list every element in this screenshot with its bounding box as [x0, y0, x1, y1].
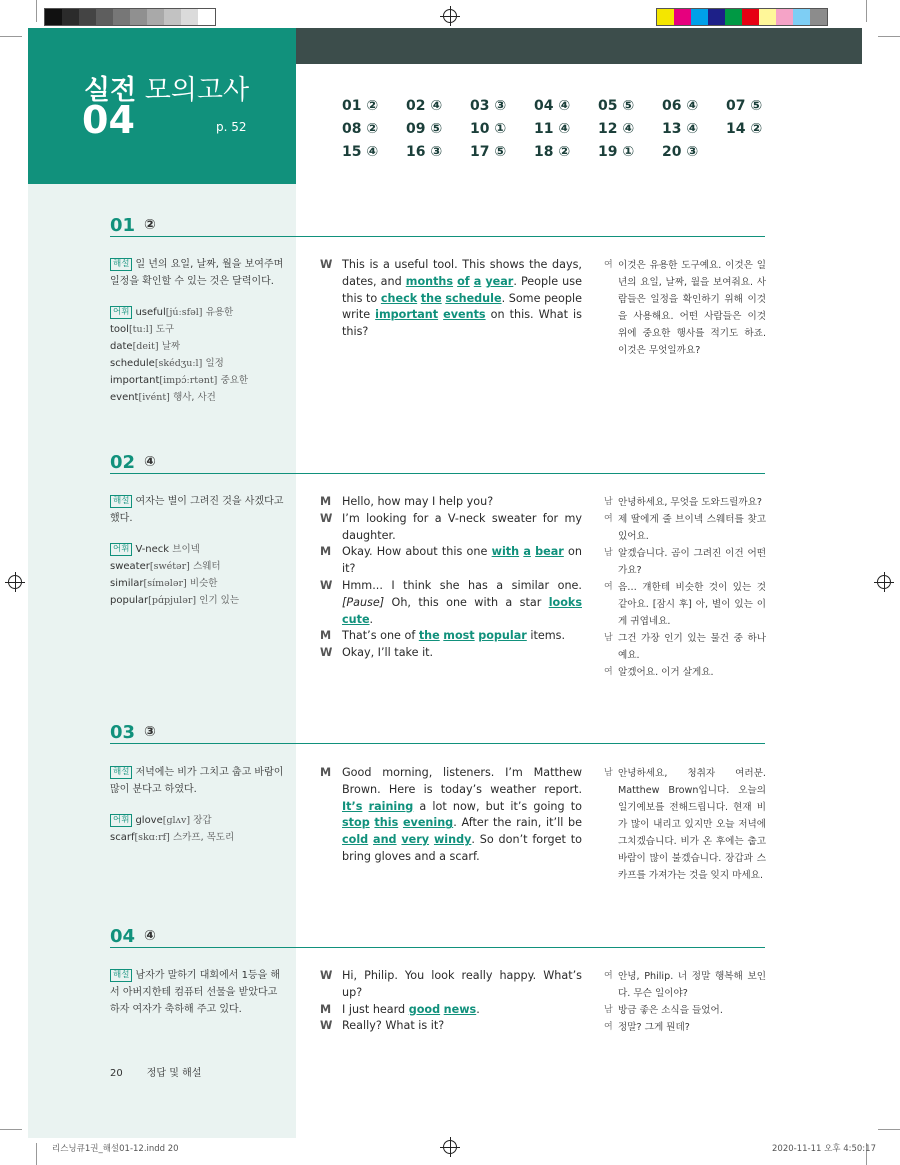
keyword: news [443, 1002, 477, 1016]
vocab-word: useful [135, 307, 166, 318]
vocab-pronunciation: [júːsfəl] [165, 307, 203, 318]
answer-item: 18 ② [534, 144, 571, 160]
answer-item: 02 ④ [406, 98, 443, 114]
color-swatch [793, 9, 810, 25]
translation-text: 알겠어요. 이거 살게요. [618, 667, 714, 678]
text-run: This is a useful tool. This shows the days, dates, and [342, 258, 582, 288]
file-slug: 리스닝큐1권_해설01-12.indd 20 [52, 1144, 179, 1154]
script-block [320, 765, 582, 866]
question-answer: ③ [144, 724, 156, 740]
answer-item: 04 ④ [534, 98, 571, 114]
print-date: 2020-11-11 오후 4:50:17 [772, 1144, 876, 1154]
script-block [320, 257, 582, 341]
speaker-label: W [320, 258, 333, 271]
keyword: with [491, 545, 520, 559]
script-text [342, 1018, 582, 1035]
script-text [342, 578, 582, 628]
vocab-pronunciation: [pɑ́pjulər] [148, 595, 197, 606]
color-swatch [164, 9, 181, 25]
answer-item: 15 ④ [342, 144, 379, 160]
vocab-item [110, 812, 286, 829]
registration-mark-icon [8, 575, 22, 589]
registration-mark-icon [877, 575, 891, 589]
speaker-label: M [320, 766, 332, 779]
script-text [342, 628, 582, 645]
translation-line [604, 1002, 766, 1019]
vocab-meaning: 중요한 [220, 375, 249, 386]
vocab-pronunciation: [glʌv] [162, 815, 191, 826]
page-reference: p. 52 [216, 120, 247, 134]
question-number: 01 [110, 215, 136, 236]
vocab-list [110, 304, 286, 406]
page-number: 20 [110, 1068, 123, 1079]
vocab-word: popular [110, 595, 149, 606]
text-run: . So don’t forget to bring gloves and a scarf. [342, 833, 582, 863]
footer-label: 정답 및 해설 [146, 1068, 202, 1079]
crop-mark [36, 0, 37, 22]
text-run: Oh, this one with a star [384, 595, 549, 609]
speaker-label: W [320, 578, 333, 592]
keyword: and [373, 833, 397, 847]
script-line [320, 1002, 582, 1019]
question-number: 03 [110, 722, 136, 743]
vocab-pronunciation: [swétər] [149, 561, 190, 572]
vocab-item [110, 338, 286, 355]
text-run: Good morning, listeners. I’m Matthew Brown. Here is today’s weather report. [342, 766, 582, 796]
vocab-item [110, 304, 286, 321]
keyword: schedule [445, 291, 502, 305]
translation-line [604, 630, 766, 664]
speaker-label: W [320, 511, 333, 525]
color-swatch [725, 9, 742, 25]
translation-text: 안녕, Philip. 너 정말 행복해 보인다. 무슨 일이야? [618, 971, 766, 999]
text-run: I just heard [342, 1002, 409, 1016]
answer-item: 19 ① [598, 144, 635, 160]
keyword: windy [433, 833, 472, 847]
color-swatch [776, 9, 793, 25]
crop-mark [36, 1143, 37, 1165]
explanation-body: 남자가 말하기 대회에서 1등을 해서 아버지한테 컴퓨터 선물을 받았다고 하자 여자가 축하해 주고 있다. [110, 970, 281, 1015]
vocab-word: sweater [110, 561, 150, 572]
answer-item: 07 ⑤ [726, 98, 763, 114]
answer-item: 12 ④ [598, 121, 635, 137]
color-swatch [45, 9, 62, 25]
translation-line [604, 545, 766, 579]
header-strip [296, 28, 862, 64]
script-text [342, 511, 582, 545]
keyword: stop [342, 816, 370, 830]
speaker-label: 남 [604, 1005, 613, 1015]
vocab-pronunciation: [tuːl] [128, 324, 153, 335]
translation-text: 음… 걔한테 비슷한 것이 있는 것 같아요. [잠시 후] 아, 별이 있는 이게 귀엽네요. [618, 582, 766, 627]
text-run: a lot now, but it’s going to [413, 799, 582, 813]
answer-item: 08 ② [342, 121, 379, 137]
color-swatch [759, 9, 776, 25]
answer-item: 13 ④ [662, 121, 699, 137]
explanation-text [110, 493, 286, 527]
translation-line [604, 579, 766, 630]
speaker-label: 여 [604, 667, 613, 677]
explain-tag: 해설 [110, 766, 132, 779]
answer-item: 14 ② [726, 121, 763, 137]
translation-text: 정말? 그게 뭔데? [618, 1022, 690, 1033]
speaker-label: W [320, 1019, 333, 1033]
translation-line [604, 664, 766, 681]
crop-mark [878, 1129, 900, 1130]
script-line [320, 765, 582, 866]
vocab-tag: 어휘 [110, 306, 132, 319]
script-line [320, 257, 582, 341]
registration-mark-icon [443, 9, 457, 23]
crop-mark [0, 1129, 22, 1130]
text-run: on it? [342, 545, 582, 576]
script-block [320, 968, 582, 1035]
vocab-meaning: 유용한 [205, 307, 234, 318]
speaker-label: 여 [604, 1022, 613, 1032]
keyword: this [374, 816, 399, 830]
color-swatch [708, 9, 725, 25]
keyword: most [443, 629, 475, 643]
translation-block [604, 257, 766, 359]
translation-text: 방금 좋은 소식을 들었어. [618, 1005, 723, 1016]
vocab-tag: 어휘 [110, 543, 132, 556]
keyword: raining [368, 799, 414, 813]
text-run: items. [526, 629, 566, 643]
vocab-tag: 어휘 [110, 814, 132, 827]
explanation-block [110, 256, 286, 406]
vocab-word: event [110, 392, 139, 403]
answer-item: 01 ② [342, 98, 379, 114]
keyword: cute [342, 612, 370, 626]
script-text [342, 645, 582, 662]
text-run: . Some people write [342, 291, 582, 322]
vocab-meaning: 도구 [155, 324, 175, 335]
vocab-meaning: 일정 [205, 358, 224, 369]
text-run: Okay, I’ll take it. [342, 646, 434, 660]
text-run: . [369, 612, 374, 626]
registration-mark-icon [443, 1140, 457, 1154]
speaker-label: 여 [604, 582, 613, 592]
explain-tag: 해설 [110, 495, 132, 508]
vocab-pronunciation: [skɑːrf] [134, 832, 170, 843]
speaker-label: M [320, 495, 332, 508]
vocab-item [110, 541, 286, 558]
keyword: popular [478, 629, 527, 643]
question-header [110, 724, 765, 744]
color-swatch [810, 9, 827, 25]
answer-item: 03 ③ [470, 98, 507, 114]
translation-line [604, 765, 766, 884]
vocab-pronunciation: [símələr] [143, 578, 187, 589]
color-swatch [674, 9, 691, 25]
answer-item: 16 ③ [406, 144, 443, 160]
explanation-block [110, 967, 286, 1018]
keyword: of [457, 274, 470, 288]
color-bar-left [44, 8, 216, 26]
script-line [320, 628, 582, 645]
vocab-meaning: 행사, 사건 [173, 392, 216, 403]
vocab-word: glove [135, 815, 163, 826]
vocab-word: important [110, 375, 160, 386]
color-swatch [691, 9, 708, 25]
vocab-item [110, 355, 286, 372]
keyword: the [418, 629, 440, 643]
keyword: events [443, 308, 486, 322]
script-text [342, 544, 582, 578]
text-run: . [476, 1002, 480, 1016]
crop-mark [866, 0, 867, 22]
vocab-word: tool [110, 324, 129, 335]
translation-text: 안녕하세요, 청취자 여러분. Matthew Brown입니다. 오늘의 일기예보를 전해드립니다. 현재 비가 많이 내리고 있지만 오늘 저녁에 그치겠습니다. 비가 온 후에는 춥고 바람이 많이 불겠습니다. 장갑과 스카프를 가져가는 것을 잊지 마세요. [618, 768, 766, 881]
vocab-word: schedule [110, 358, 155, 369]
vocab-meaning: 브이넥 [172, 544, 200, 555]
vocab-list [110, 812, 286, 846]
color-swatch [147, 9, 164, 25]
script-text [342, 968, 582, 1002]
answer-item: 20 ③ [662, 144, 699, 160]
speaker-label: M [320, 545, 332, 559]
keyword: cold [342, 833, 369, 847]
script-line [320, 645, 582, 662]
translation-line [604, 494, 766, 511]
vocab-list [110, 541, 286, 609]
question-number: 04 [110, 926, 136, 947]
translation-line [604, 1019, 766, 1036]
translation-text: 알겠습니다. 곰이 그려진 이건 어떤가요? [618, 548, 766, 576]
script-line [320, 1018, 582, 1035]
text-run: Hi, Philip. You look really happy. What’s up? [342, 969, 582, 999]
color-bar-right [656, 8, 828, 26]
translation-text: 안녕하세요, 무엇을 도와드릴까요? [618, 497, 762, 508]
answer-item: 06 ④ [662, 98, 699, 114]
text-run: . After the rain, it’ll be [453, 816, 582, 830]
speaker-label: 남 [604, 633, 613, 643]
question-answer: ④ [144, 928, 156, 944]
translation-text: 제 딸에게 줄 브이넥 스웨터를 찾고 있어요. [618, 514, 766, 542]
keyword: year [485, 274, 514, 288]
keyword: the [420, 291, 442, 305]
script-text [342, 1002, 582, 1019]
answer-item: 10 ① [470, 121, 507, 137]
title-rest: 모의고사 [136, 75, 250, 106]
script-text [342, 494, 582, 511]
text-run: Really? What is it? [342, 1019, 445, 1033]
speaker-label: 남 [604, 497, 613, 507]
text-run: . People use this to [342, 274, 582, 305]
color-swatch [62, 9, 79, 25]
color-swatch [742, 9, 759, 25]
script-block [320, 494, 582, 662]
vocab-item [110, 389, 286, 406]
script-text [342, 257, 582, 341]
vocab-item [110, 829, 286, 846]
answer-item: 17 ⑤ [470, 144, 507, 160]
keyword: good [408, 1002, 441, 1016]
vocab-item [110, 592, 286, 609]
text-run: [Pause] [342, 595, 385, 609]
keyword: bear [535, 545, 564, 559]
explanation-text [110, 967, 286, 1018]
text-run: Hello, how may I help you? [342, 495, 494, 508]
vocab-meaning: 장갑 [193, 815, 212, 826]
answer-item: 05 ⑤ [598, 98, 635, 114]
color-swatch [96, 9, 113, 25]
translation-text: 그건 가장 인기 있는 물건 중 하나예요. [618, 633, 766, 661]
question-number: 02 [110, 452, 136, 473]
speaker-label: W [320, 646, 333, 660]
speaker-label: W [320, 969, 333, 982]
keyword: very [401, 833, 430, 847]
explanation-text [110, 764, 286, 798]
explanation-block [110, 493, 286, 609]
text-run: Hmm... I think she has a similar one. [342, 578, 582, 592]
translation-line [604, 968, 766, 1002]
vocab-meaning: 스카프, 목도리 [173, 832, 235, 843]
vocab-pronunciation: [skédʒuːl] [154, 358, 203, 369]
vocab-meaning: 날짜 [161, 341, 181, 352]
script-line [320, 494, 582, 511]
answer-item: 11 ④ [534, 121, 571, 137]
keyword: a [473, 274, 482, 288]
vocab-word: similar [110, 578, 144, 589]
explanation-block [110, 764, 286, 846]
translation-block [604, 968, 766, 1036]
color-swatch [181, 9, 198, 25]
color-swatch [198, 9, 215, 25]
explain-tag: 해설 [110, 969, 132, 982]
keyword: check [380, 291, 418, 305]
script-line [320, 578, 582, 628]
vocab-meaning: 비슷한 [189, 578, 218, 589]
text-run: That’s one of [342, 629, 419, 643]
color-swatch [79, 9, 96, 25]
vocab-item [110, 372, 286, 389]
question-header [110, 928, 765, 948]
translation-line [604, 257, 766, 359]
vocab-word: scarf [110, 832, 135, 843]
speaker-label: M [320, 629, 332, 643]
script-line [320, 544, 582, 578]
answer-item: 09 ⑤ [406, 121, 443, 137]
vocab-meaning: 스웨터 [193, 561, 221, 572]
explanation-body: 여자는 별이 그려진 것을 사겠다고 했다. [110, 496, 284, 524]
text-run: on this. What is this? [342, 308, 582, 339]
text-run: I’m looking for a V-neck sweater for my daughter. [342, 511, 582, 542]
vocab-item [110, 321, 286, 338]
question-answer: ② [144, 217, 156, 233]
keyword: important [375, 308, 439, 322]
keyword: a [523, 545, 531, 559]
explanation-text [110, 256, 286, 290]
vocab-pronunciation: [ivént] [138, 392, 170, 403]
vocab-pronunciation: [impɔ́ːrtənt] [159, 375, 218, 386]
question-answer: ④ [144, 454, 156, 470]
keyword: It’s [342, 799, 363, 813]
speaker-label: 남 [604, 548, 613, 558]
keyword: evening [402, 816, 454, 830]
translation-block [604, 494, 766, 681]
color-swatch [130, 9, 147, 25]
keyword: months [405, 274, 454, 288]
translation-block [604, 765, 766, 884]
page-footer [110, 1064, 201, 1079]
speaker-label: 여 [604, 971, 613, 981]
question-header [110, 454, 765, 474]
translation-text: 이것은 유용한 도구예요. 이것은 일 년의 요일, 날짜, 월을 보여줘요. 사람들은 일정을 확인하기 위해 이것을 사용해요. 어떤 사람들은 이것 위에 중요한 행사를 적기도 하죠. 이것은 무엇일까요? [618, 260, 766, 356]
speaker-label: 여 [604, 260, 613, 270]
script-text [342, 765, 582, 866]
title-bold: 실전 [84, 75, 137, 106]
vocab-word: date [110, 341, 133, 352]
vocab-word: V-neck [135, 544, 170, 555]
speaker-label: 남 [604, 768, 613, 778]
script-line [320, 968, 582, 1002]
explanation-body: 저녁에는 비가 그치고 춥고 바람이 많이 분다고 하였다. [110, 767, 284, 795]
test-number: 04 [82, 98, 135, 142]
keyword: looks [548, 595, 582, 609]
question-header [110, 217, 765, 237]
vocab-pronunciation: [deit] [132, 341, 159, 352]
explanation-body: 일 년의 요일, 날짜, 월을 보여주며 일정을 확인할 수 있는 것은 달력이다. [110, 259, 284, 287]
vocab-item [110, 558, 286, 575]
script-line [320, 511, 582, 545]
speaker-label: M [320, 1002, 332, 1016]
translation-line [604, 511, 766, 545]
crop-mark [878, 36, 900, 37]
text-run: Okay. How about this one [342, 545, 492, 559]
speaker-label: 여 [604, 514, 613, 524]
crop-mark [0, 36, 22, 37]
color-swatch [657, 9, 674, 25]
answer-key [342, 98, 782, 160]
vocab-item [110, 575, 286, 592]
vocab-meaning: 인기 있는 [199, 595, 240, 606]
explain-tag: 해설 [110, 258, 132, 271]
color-swatch [113, 9, 130, 25]
